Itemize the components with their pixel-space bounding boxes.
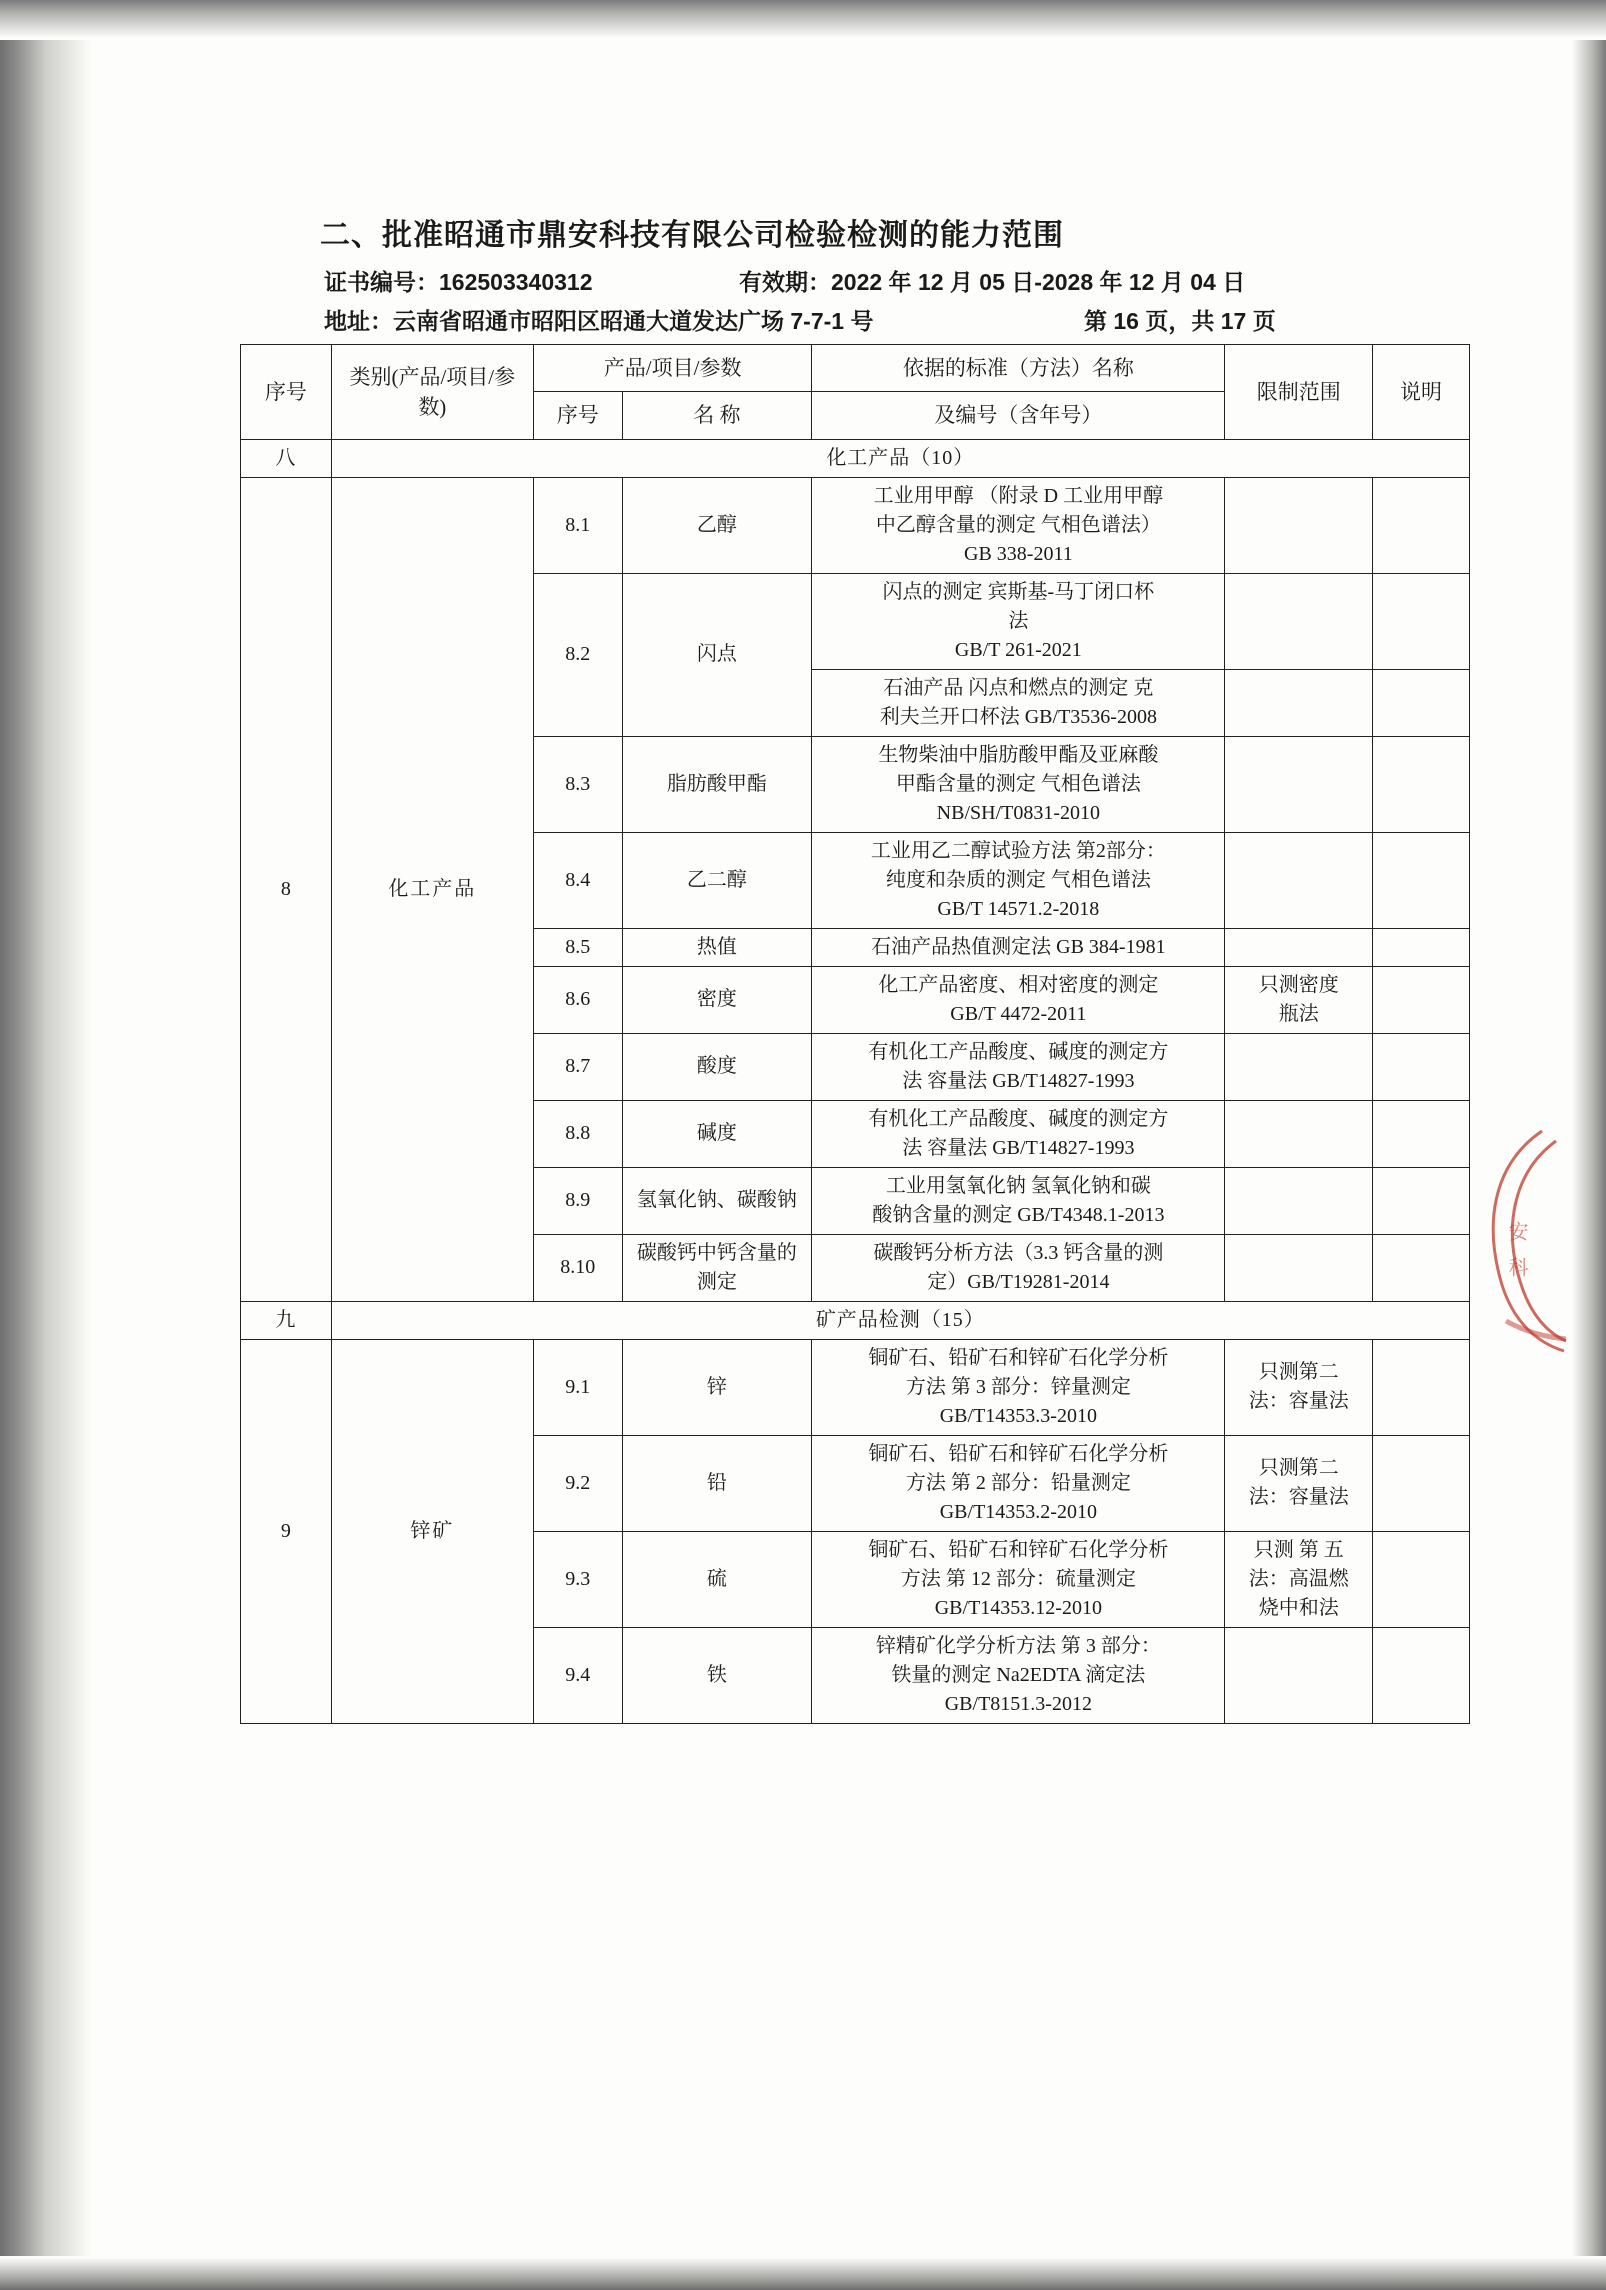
row-note [1372, 669, 1469, 736]
row-note [1372, 1100, 1469, 1167]
row-limit [1225, 832, 1373, 928]
row-standard: 石油产品热值测定法 GB 384-1981 [812, 928, 1225, 966]
row-seq: 8.4 [534, 832, 623, 928]
row-note [1372, 966, 1469, 1033]
svg-text:安: 安 [1505, 1221, 1527, 1241]
row-standard: 生物柴油中脂肪酸甲酯及亚麻酸 甲酯含量的测定 气相色谱法 NB/SH/T0831-2010 [812, 736, 1225, 832]
svg-text:科: 科 [1505, 1257, 1527, 1277]
row-seq: 8.9 [534, 1167, 623, 1234]
row-note [1372, 928, 1469, 966]
row-seq: 9.1 [534, 1339, 623, 1435]
header-product-seq: 序号 [534, 392, 623, 439]
row-seq: 9.3 [534, 1531, 623, 1627]
row-limit [1225, 1167, 1373, 1234]
row-standard: 铜矿石、铅矿石和锌矿石化学分析 方法 第 12 部分：硫量测定 GB/T14353.12-2010 [812, 1531, 1225, 1627]
row-name: 乙醇 [622, 477, 812, 573]
row-seq: 9.4 [534, 1627, 623, 1723]
row-note [1372, 1435, 1469, 1531]
row-limit: 只测第二 法：容量法 [1225, 1339, 1373, 1435]
document-content [240, 210, 1520, 1724]
row-limit [1225, 477, 1373, 573]
row-seq: 8.1 [534, 477, 623, 573]
table-header-row [241, 345, 1470, 392]
group-category: 化工产品 [331, 477, 533, 1301]
row-limit [1225, 669, 1373, 736]
row-name: 氢氧化钠、碳酸钠 [622, 1167, 812, 1234]
row-standard: 石油产品 闪点和燃点的测定 克 利夫兰开口杯法 GB/T3536-2008 [812, 669, 1225, 736]
row-limit [1225, 736, 1373, 832]
row-standard: 工业用乙二醇试验方法 第2部分： 纯度和杂质的测定 气相色谱法 GB/T 14571.2-2018 [812, 832, 1225, 928]
row-note [1372, 477, 1469, 573]
header-seq: 序号 [241, 345, 332, 440]
row-seq: 8.5 [534, 928, 623, 966]
group-seq: 8 [241, 477, 332, 1301]
row-limit: 只测 第 五 法：高温燃 烧中和法 [1225, 1531, 1373, 1627]
row-limit [1225, 1627, 1373, 1723]
table-body [241, 439, 1470, 1723]
row-note [1372, 736, 1469, 832]
row-standard: 工业用甲醇 （附录 D 工业用甲醇 中乙醇含量的测定 气相色谱法） GB 338-2011 [812, 477, 1225, 573]
page-title: 二、批准昭通市鼎安科技有限公司检验检测的能力范围 [320, 219, 1064, 252]
row-note [1372, 573, 1469, 669]
row-limit [1225, 1033, 1373, 1100]
row-name: 铁 [622, 1627, 812, 1723]
validity-period: 有效期：2022 年 12 月 05 日-2028 年 12 月 04 日 [739, 269, 1246, 295]
row-seq: 8.2 [534, 573, 623, 736]
row-note [1372, 1627, 1469, 1723]
row-seq: 8.10 [534, 1234, 623, 1301]
row-name: 铅 [622, 1435, 812, 1531]
row-standard: 铜矿石、铅矿石和锌矿石化学分析 方法 第 2 部分：铅量测定 GB/T14353.2-2010 [812, 1435, 1225, 1531]
row-name: 碳酸钙中钙含量的测定 [622, 1234, 812, 1301]
row-name: 闪点 [622, 573, 812, 736]
row-seq: 8.7 [534, 1033, 623, 1100]
row-limit: 只测第二 法：容量法 [1225, 1435, 1373, 1531]
row-seq: 8.6 [534, 966, 623, 1033]
header-standard-line1: 依据的标准（方法）名称 [812, 345, 1225, 392]
address-meta-row [324, 303, 1520, 336]
row-limit: 只测密度 瓶法 [1225, 966, 1373, 1033]
row-standard: 有机化工产品酸度、碱度的测定方 法 容量法 GB/T14827-1993 [812, 1033, 1225, 1100]
row-note [1372, 1167, 1469, 1234]
row-name: 酸度 [622, 1033, 812, 1100]
scan-edge-right [1570, 0, 1606, 2290]
section-title: 化工产品（10） [331, 439, 1469, 477]
row-limit [1225, 573, 1373, 669]
table-row [241, 477, 1470, 573]
row-limit [1225, 1234, 1373, 1301]
group-category: 锌矿 [331, 1339, 533, 1723]
row-name: 硫 [622, 1531, 812, 1627]
row-seq: 9.2 [534, 1435, 623, 1531]
section-index: 九 [241, 1301, 332, 1339]
scan-edge-left [0, 0, 96, 2290]
row-seq: 8.8 [534, 1100, 623, 1167]
row-name: 碱度 [622, 1100, 812, 1167]
row-note [1372, 1339, 1469, 1435]
company-address: 地址：云南省昭通市昭阳区昭通大道发达广场 7-7-1 号 [324, 308, 874, 334]
header-product-name: 名 称 [622, 392, 812, 439]
row-standard: 工业用氢氧化钠 氢氧化钠和碳 酸钠含量的测定 GB/T4348.1-2013 [812, 1167, 1225, 1234]
table-row [241, 1339, 1470, 1435]
header-standard-line2: 及编号（含年号） [812, 392, 1225, 439]
row-name: 密度 [622, 966, 812, 1033]
row-standard: 铜矿石、铅矿石和锌矿石化学分析 方法 第 3 部分：锌量测定 GB/T14353.3-2010 [812, 1339, 1225, 1435]
row-note [1372, 1531, 1469, 1627]
scan-edge-bottom [0, 2256, 1606, 2290]
row-standard: 闪点的测定 宾斯基-马丁闭口杯 法 GB/T 261-2021 [812, 573, 1225, 669]
header-limit: 限制范围 [1225, 345, 1373, 440]
row-standard: 锌精矿化学分析方法 第 3 部分： 铁量的测定 Na2EDTA 滴定法 GB/T8151.3-2012 [812, 1627, 1225, 1723]
section-index: 八 [241, 439, 332, 477]
row-standard: 有机化工产品酸度、碱度的测定方 法 容量法 GB/T14827-1993 [812, 1100, 1225, 1167]
row-note [1372, 1234, 1469, 1301]
row-name: 脂肪酸甲酯 [622, 736, 812, 832]
row-standard: 化工产品密度、相对密度的测定 GB/T 4472-2011 [812, 966, 1225, 1033]
header-category: 类别(产品/项目/参数) [331, 345, 533, 440]
section-banner-row [241, 439, 1470, 477]
row-limit [1225, 928, 1373, 966]
row-seq: 8.3 [534, 736, 623, 832]
row-note [1372, 1033, 1469, 1100]
row-name: 热值 [622, 928, 812, 966]
header-note: 说明 [1372, 345, 1469, 440]
capability-scope-table [240, 344, 1470, 1724]
row-name: 锌 [622, 1339, 812, 1435]
section-title: 矿产品检测（15） [331, 1301, 1469, 1339]
section-banner-row [241, 1301, 1470, 1339]
row-note [1372, 832, 1469, 928]
row-limit [1225, 1100, 1373, 1167]
header-product-group: 产品/项目/参数 [534, 345, 812, 392]
certificate-number: 证书编号：162503340312 [324, 269, 593, 295]
row-name: 乙二醇 [622, 832, 812, 928]
page-indicator: 第 16 页，共 17 页 [1084, 308, 1276, 334]
group-seq: 9 [241, 1339, 332, 1723]
certificate-meta-row [324, 264, 1520, 297]
row-standard: 碳酸钙分析方法（3.3 钙含量的测 定）GB/T19281-2014 [812, 1234, 1225, 1301]
scan-edge-top [0, 0, 1606, 40]
